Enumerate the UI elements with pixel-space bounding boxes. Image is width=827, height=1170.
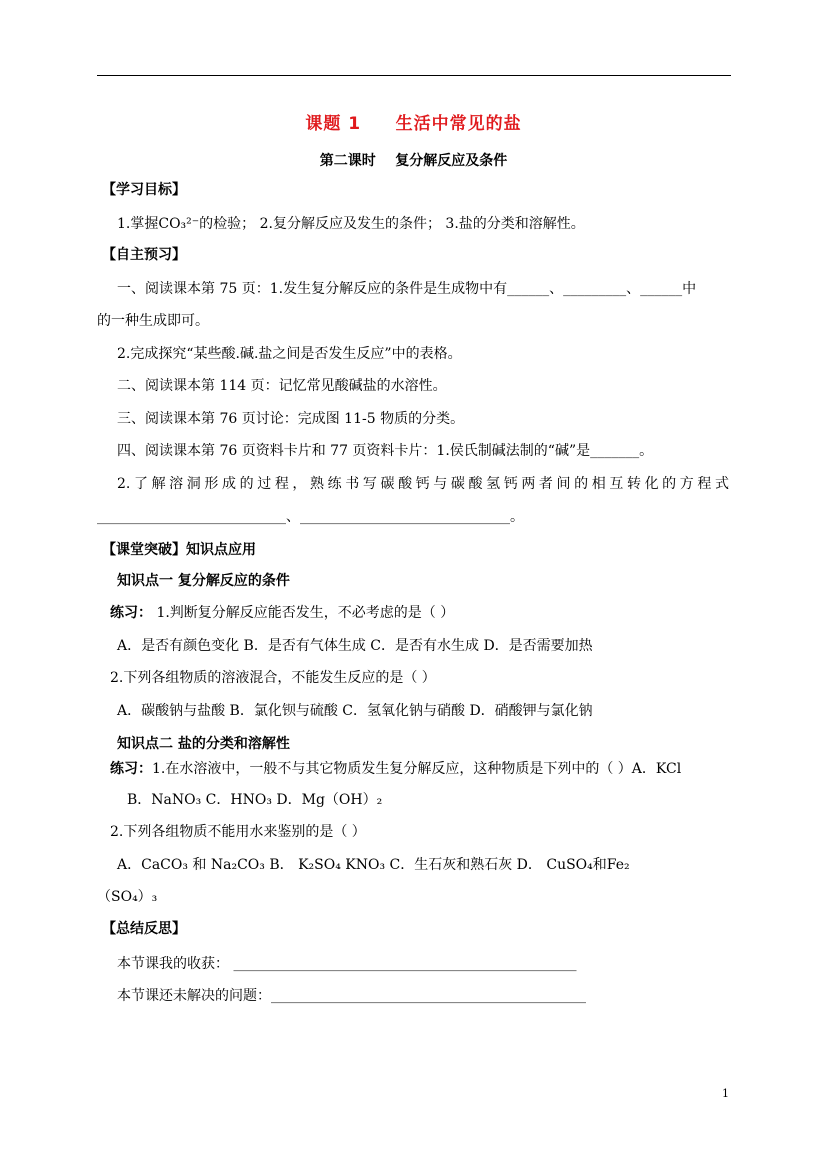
preview-line-4: 三、阅读课本第 76 页讨论：完成图 11-5 物质的分类。 (117, 411, 465, 427)
kp2-heading: 知识点二 盐的分类和溶解性 (117, 736, 290, 752)
summary-heading: 【总结反思】 (102, 921, 186, 937)
preview-line-5: 四、阅读课本第 76 页资料卡片和 77 页资料卡片：1.侯氏制碱法制的“碱”是_______。 (117, 443, 654, 459)
kp1-q1-text: 1.判断复分解反应能否发生，不必考虑的是（ ） (152, 605, 455, 621)
goals-text: 1.掌握CO₃²⁻的检验； 2.复分解反应及发生的条件； 3.盐的分类和溶解性。 (117, 216, 585, 232)
header-rule (97, 75, 731, 76)
preview-line-6b: ___________________________、______________________________。 (97, 509, 524, 525)
kp1-heading: 知识点一 复分解反应的条件 (117, 573, 290, 589)
kp2-q2-options: A．CaCO₃ 和 Na₂CO₃ B． K₂SO₄ KNO₃ C．生石灰和熟石灰 D． CuSO₄和Fe₂ (117, 857, 630, 873)
summary-gains: 本节课我的收获： _________________________________________________ (117, 956, 577, 972)
preview-line-1b: 的一种生成即可。 (97, 313, 209, 329)
summary-unresolved: 本节课还未解决的问题：_____________________________________________ (117, 988, 586, 1004)
kp2-question-1 (110, 760, 681, 778)
preview-line-6: 2.了解溶洞形成的过程，熟练书写碳酸钙与碳酸氢钙两者间的相互转化的方程式 (117, 476, 729, 492)
page-subtitle: 第二课时 复分解反应及条件 (319, 153, 508, 169)
kp1-question-2: 2.下列各组物质的溶液混合，不能发生反应的是（ ） (110, 670, 436, 686)
page-number: 1 (722, 1087, 729, 1100)
kp2-q1-label: 练习： (110, 761, 152, 777)
kp1-q1-label: 练习： (110, 605, 152, 621)
kp1-q2-options: A．碳酸钠与盐酸 B．氯化钡与硫酸 C．氢氧化钠与硝酸 D．硝酸钾与氯化钠 (117, 703, 593, 719)
kp1-question-1 (110, 604, 454, 622)
class-heading: 【课堂突破】知识点应用 (102, 542, 256, 558)
kp2-q2-options-cont: （SO₄）₃ (97, 889, 158, 905)
kp2-question-2: 2.下列各组物质不能用水来鉴别的是（ ） (110, 824, 366, 840)
goals-heading: 【学习目标】 (102, 182, 186, 198)
preview-heading: 【自主预习】 (102, 247, 186, 263)
kp1-q1-options: A．是否有颜色变化 B．是否有气体生成 C．是否有水生成 D．是否需要加热 (117, 638, 593, 654)
kp2-q1-options: B．NaNO₃ C．HNO₃ D．Mg（OH）₂ (127, 792, 383, 808)
page-title: 课题 1 生活中常见的盐 (305, 114, 522, 134)
preview-line-1: 一、阅读课本第 75 页：1.发生复分解反应的条件是生成物中有______、_________、______中 (117, 281, 697, 297)
preview-line-3: 二、阅读课本第 114 页：记忆常见酸碱盐的水溶性。 (117, 378, 447, 394)
preview-line-2: 2.完成探究“某些酸.碱.盐之间是否发生反应”中的表格。 (117, 346, 462, 362)
kp2-q1-text: 1.在水溶液中，一般不与其它物质发生复分解反应，这种物质是下列中的（ ）A．KCl (152, 761, 682, 777)
